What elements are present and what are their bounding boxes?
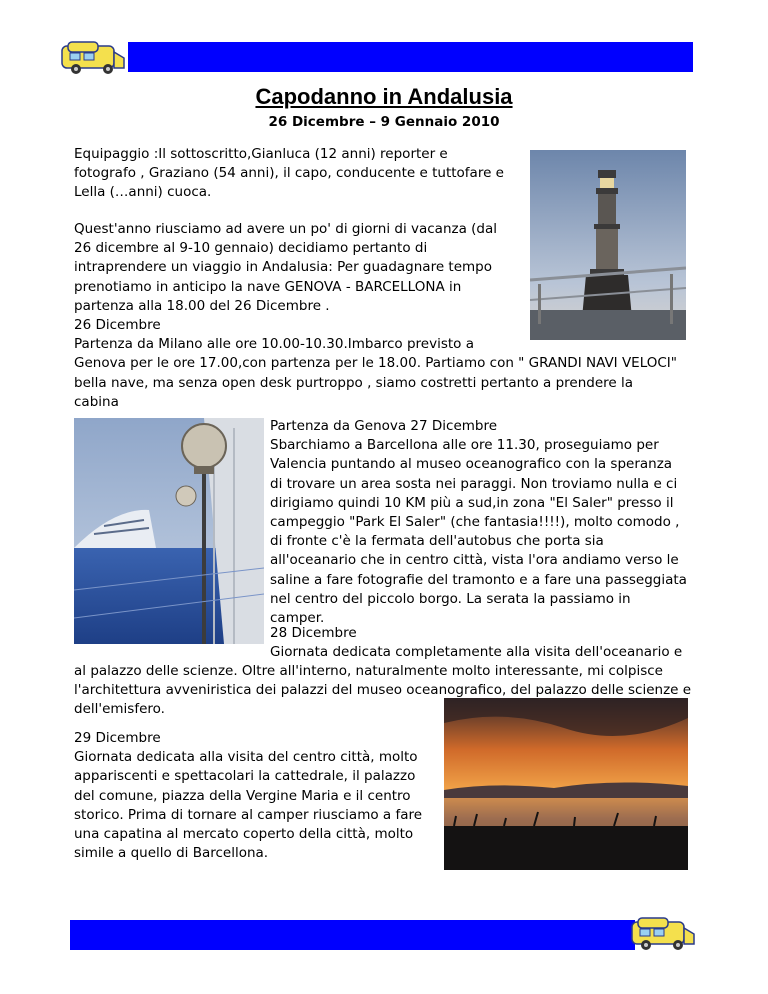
text-line: bella nave, ma senza open desk purtroppo , siamo costretti pertanto a prendere la <box>74 374 634 391</box>
text-line: simile a quello di Barcellona. <box>74 845 269 862</box>
text-line: Lella (…anni) cuoca. <box>74 184 212 201</box>
text-line: nel centro del piccolo borgo. La serata la passiamo in <box>270 590 631 607</box>
text-line: Valencia puntando al museo oceanografico con la speranza <box>270 456 673 473</box>
camper-van-icon <box>630 914 698 954</box>
text-line: Genova per le ore 17.00,con partenza per le 18.00. Partiamo con " GRANDI NAVI VELOCI" <box>74 355 677 372</box>
text-line: dell'emisfero. <box>74 701 165 718</box>
text-line: Partenza da Milano alle ore 10.00-10.30.Imbarco previsto a <box>74 336 474 353</box>
text-line: storico. Prima di tornare al camper riusciamo a fare <box>74 806 423 823</box>
text-line: 28 Dicembre <box>270 625 357 641</box>
lighthouse-photo <box>530 150 686 340</box>
text-line: intraprendere un viaggio in Andalusia: Per guadagnare tempo <box>74 259 492 276</box>
text-line: l'architettura avveniristica dei palazzi del museo oceanografico, del palazzo delle scienze e <box>74 682 692 699</box>
text-line: campeggio "Park El Saler" (che fantasia!!!!), molto comodo , <box>270 514 680 531</box>
plan-paragraph <box>74 220 524 316</box>
day29-paragraph <box>74 729 444 863</box>
day27-paragraph <box>270 417 700 628</box>
text-line: Partenza da Genova 27 Dicembre <box>270 418 498 434</box>
footer-bar <box>70 920 635 950</box>
text-line: appariscenti e spettacolari la cattedrale, il palazzo <box>74 768 416 785</box>
text-line: saline a fare fotografie del tramonto e a fare una passeggiata <box>270 571 687 588</box>
day26-paragraph <box>74 316 694 412</box>
text-line: all'oceanario che in centro città, vista l'ora andiamo verso le <box>270 552 679 569</box>
text-line: partenza alla 18.00 del 26 Dicembre . <box>74 297 330 314</box>
text-line: del comune, piazza della Vergine Maria e il centro <box>74 787 411 804</box>
text-line: di fronte c'è la fermata dell'autobus che porta sia <box>270 533 604 550</box>
text-line: Sbarchiamo a Barcellona alle ore 11.30, proseguiamo per <box>270 437 659 454</box>
text-line: Quest'anno riusciamo ad avere un po' di giorni di vacanza (dal <box>74 221 498 237</box>
text-line: fotografo , Graziano (54 anni), il capo, conducente e tuttofare e <box>74 165 504 182</box>
text-line: dirigiamo quindi 10 KM più a sud,in zona "El Saler" presso il <box>270 494 674 511</box>
header-bar <box>128 42 693 72</box>
text-line: al palazzo delle scienze. Oltre all'interno, naturalmente molto interessante, mi colpisce <box>74 663 663 679</box>
sunset-photo <box>444 698 688 870</box>
text-line: una capatina al mercato coperto della città, molto <box>74 826 414 843</box>
page-subtitle: 26 Dicembre – 9 Gennaio 2010 <box>268 114 500 130</box>
text-line: cabina <box>74 393 119 410</box>
crew-paragraph <box>74 145 524 203</box>
text-line: 29 Dicembre <box>74 730 161 746</box>
text-line: di trovare un area sosta nei paraggi. Non troviamo nulla e ci <box>270 475 678 492</box>
text-line: Giornata dedicata completamente alla visita dell'oceanario e <box>270 644 683 661</box>
day28-heading <box>270 624 700 662</box>
text-line: Giornata dedicata alla visita del centro città, molto <box>74 749 418 766</box>
camper-van-icon <box>60 40 128 76</box>
text-line: 26 dicembre al 9-10 gennaio) decidiamo pertanto di <box>74 240 428 257</box>
page-title: Capodanno in Andalusia <box>255 84 513 109</box>
ship-deck-photo <box>74 418 264 644</box>
text-line: Equipaggio :Il sottoscritto,Gianluca (12 anni) reporter e <box>74 146 448 162</box>
text-line: 26 Dicembre <box>74 317 161 333</box>
text-line: prenotiamo in anticipo la nave GENOVA - BARCELLONA in <box>74 278 462 295</box>
text-line: camper. <box>270 610 325 627</box>
